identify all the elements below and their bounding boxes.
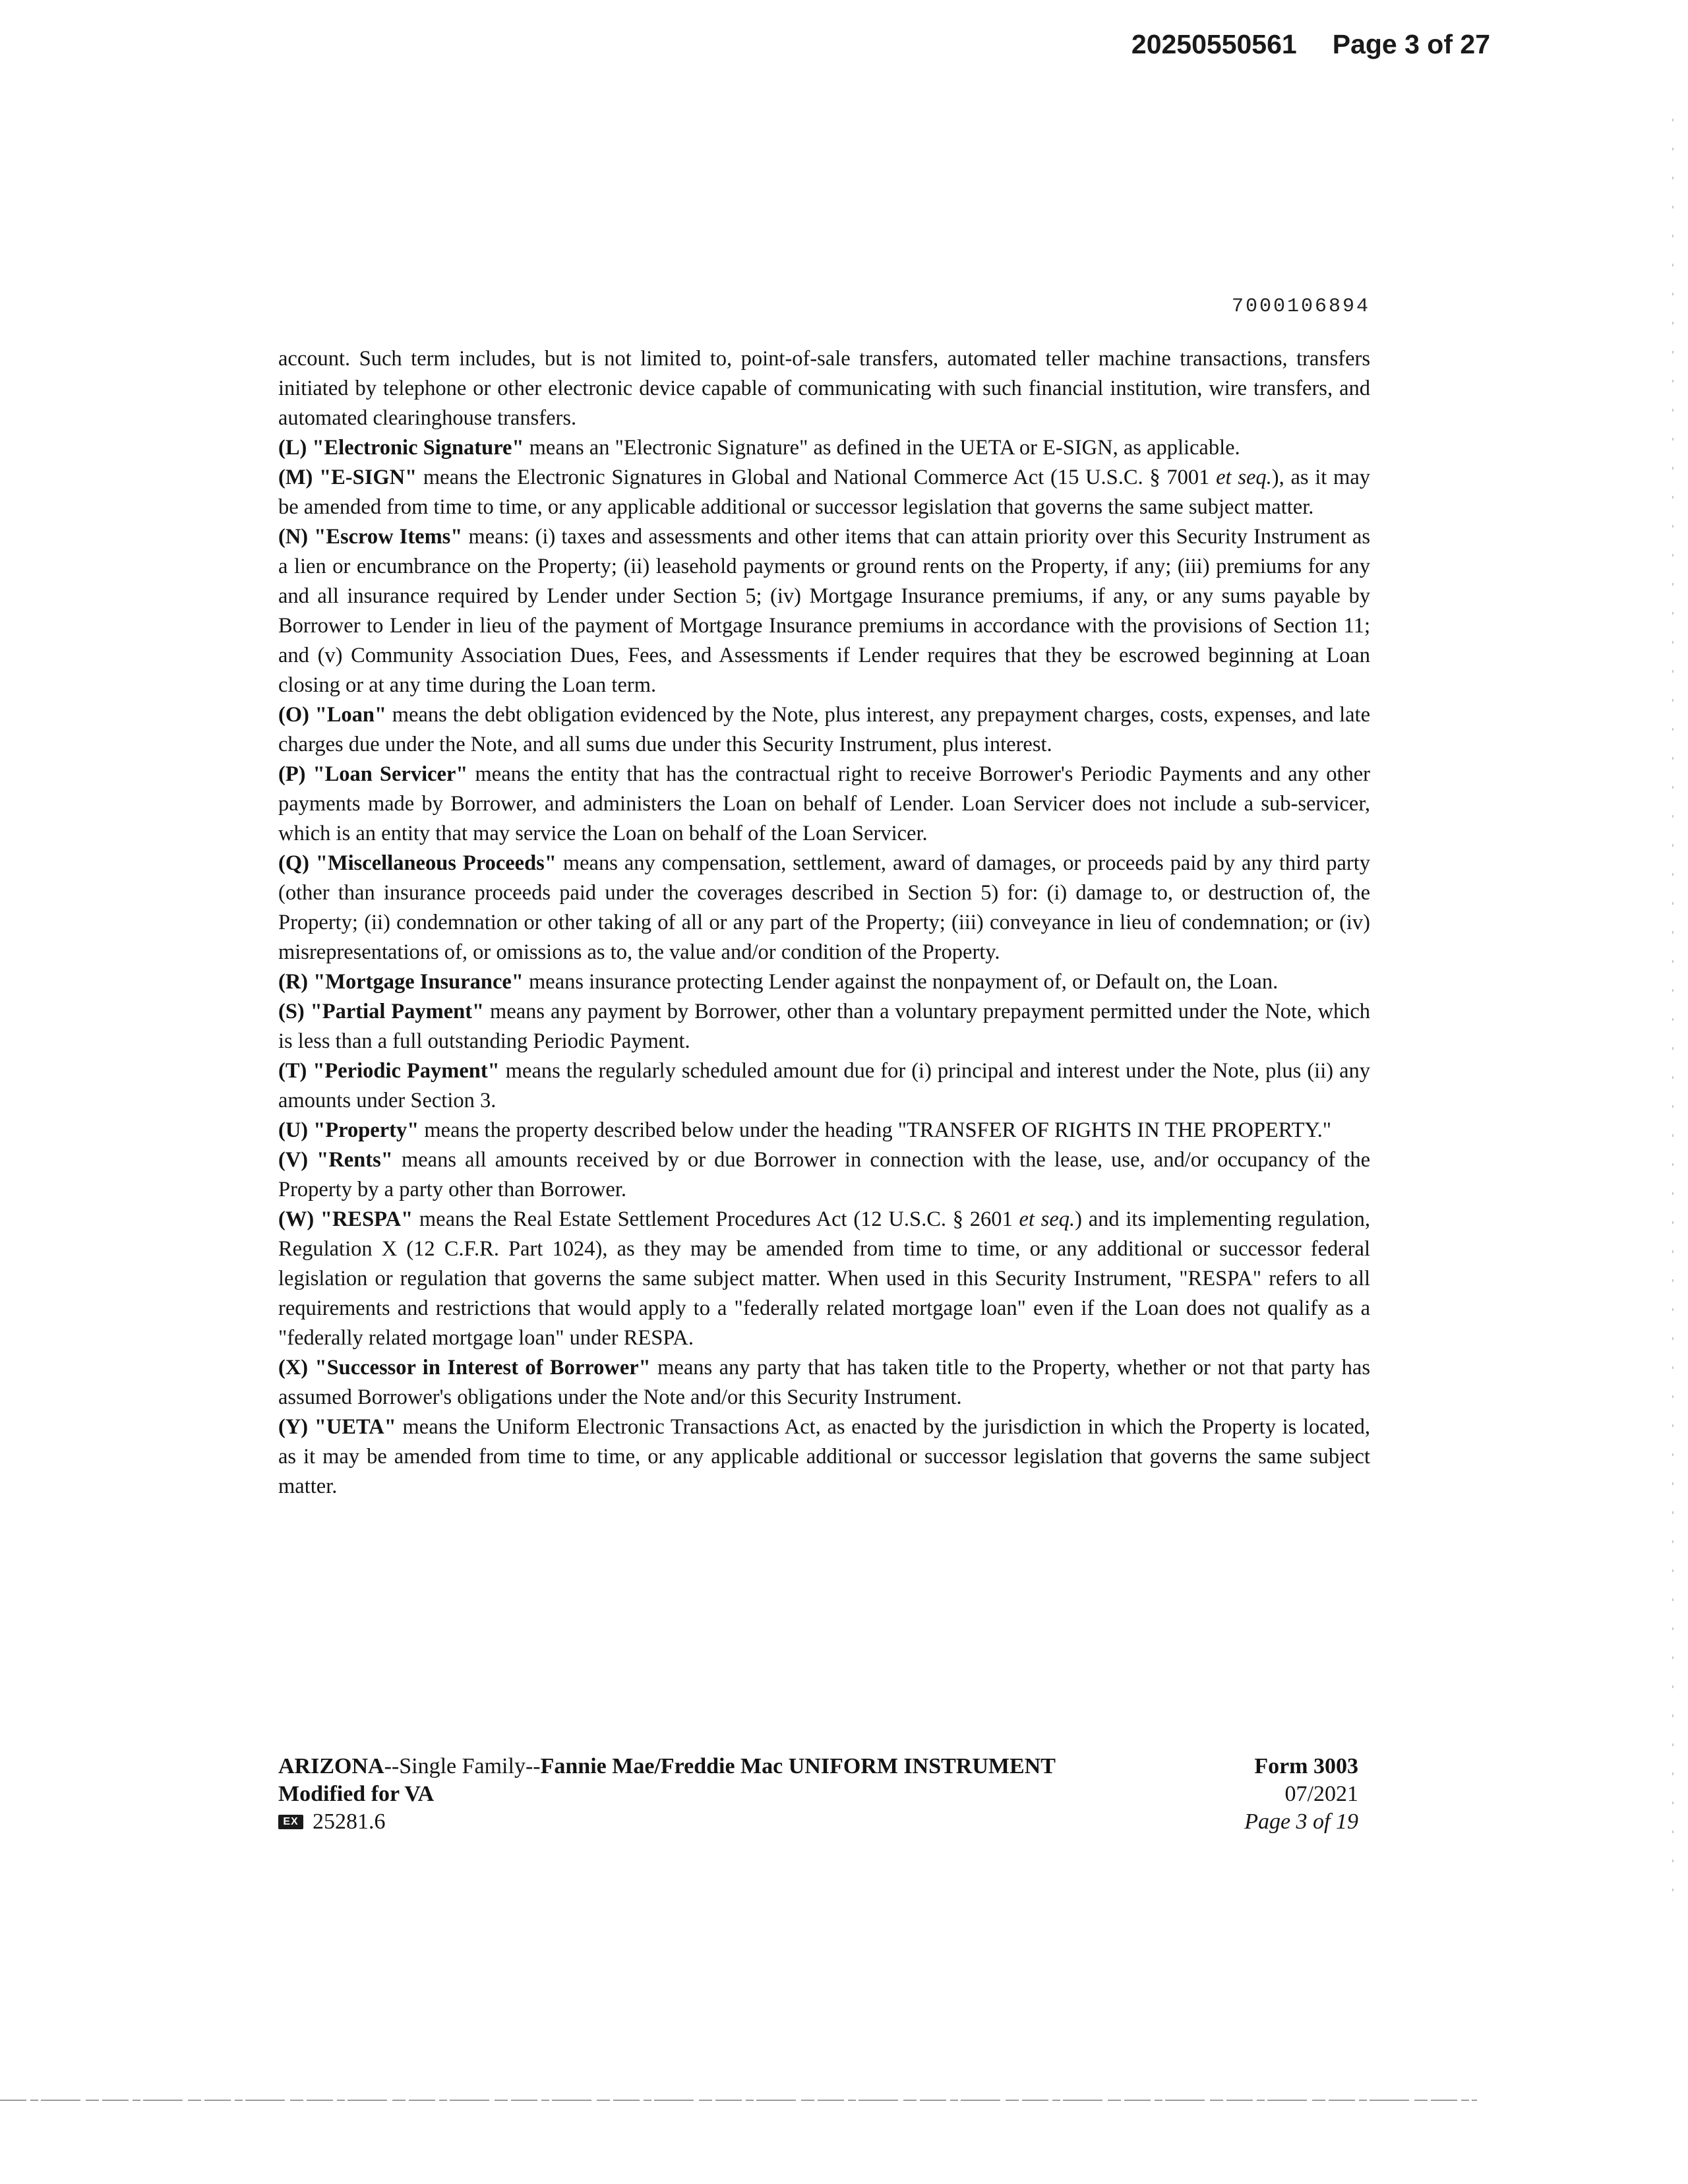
definition-term: "RESPA" <box>320 1207 413 1231</box>
loan-number: 7000106894 <box>1231 295 1370 318</box>
definition-mortgage-insurance <box>278 967 1370 997</box>
definition-letter: (W) <box>278 1207 315 1231</box>
definition-letter: (R) <box>278 970 309 994</box>
footer-form-number: Form 3003 <box>1254 1754 1358 1778</box>
definition-loan-servicer <box>278 760 1370 849</box>
definition-term: "Miscellaneous Proceeds" <box>315 851 557 875</box>
definition-term: "Electronic Signature" <box>312 436 524 460</box>
definition-text: means an "Electronic Signature" as defined in the UETA or E-SIGN, as applicable. <box>524 436 1240 460</box>
form-footer-left <box>278 1753 1056 1836</box>
definition-letter: (L) <box>278 436 307 460</box>
footer-form-code: 25281.6 <box>313 1809 386 1834</box>
definition-loan <box>278 700 1370 760</box>
definition-text: means the property described below under the heading "TRANSFER OF RIGHTS IN THE PROPERTY." <box>419 1118 1332 1142</box>
definition-e-sign <box>278 463 1370 522</box>
definition-text: means any party that has taken title to the Property, whether or not that party has assumed Borrower's obligations under the Note and/or this Security Instrument. <box>278 1356 1370 1409</box>
definition-term: "E-SIGN" <box>319 466 417 489</box>
definition-text: means any compensation, settlement, award of damages, or proceeds paid by any third party (other than insurance proceeds paid under the coverages described in Section 5) for: (i) damage to, or destruction of, the Property; (ii) condemnation or other taking of all or any part of the Property; (iii) conveyance in lieu of condemnation; or (iv) misrepresentations of, or omissions as to, the value and/or condition of the Property. <box>278 851 1370 964</box>
ellie-mae-logo-icon: EX <box>278 1815 303 1829</box>
definition-letter: (P) <box>278 762 306 786</box>
definition-text: means the Electronic Signatures in Global and National Commerce Act (15 U.S.C. § 7001 <box>417 466 1217 489</box>
definition-letter: (Y) <box>278 1415 309 1439</box>
definition-electronic-signature <box>278 433 1370 463</box>
form-modified-line <box>278 1780 1056 1808</box>
form-id-line <box>278 1808 1056 1836</box>
definition-letter: (O) <box>278 703 309 727</box>
definition-letter: (V) <box>278 1148 309 1172</box>
definition-term: "Loan Servicer" <box>313 762 468 786</box>
definition-term: "Escrow Items" <box>314 525 463 549</box>
definition-text: means: (i) taxes and assessments and other items that can attain priority over this Security Instrument as a lien or encumbrance on the Property; (ii) leasehold payments or ground rents on the Property, if any; (iii) premiums for any and all insurance required by Lender under Section 5; (iv) Mortgage Insurance premiums, if any, or any sums payable by Borrower to Lender in lieu of the payment of Mortgage Insurance premiums in accordance with the provisions of Section 11; and (v) Community Association Dues, Fees, and Assessments if Lender requires that they be escrowed beginning at Loan closing or at any time during the Loan term. <box>278 525 1370 697</box>
definition-text: means the regularly scheduled amount due for (i) principal and interest under the Note, plus (ii) any amounts under Section 3. <box>278 1059 1370 1112</box>
definition-text: means insurance protecting Lender against the nonpayment of, or Default on, the Loan. <box>523 970 1279 994</box>
definitions-body <box>278 344 1370 1502</box>
definition-term: "Rents" <box>316 1148 393 1172</box>
footer-property-type: --Single Family-- <box>384 1754 541 1778</box>
footer-page-number: Page 3 of 19 <box>1244 1809 1358 1834</box>
definition-letter: (X) <box>278 1356 309 1380</box>
definition-text: means any payment by Borrower, other than a voluntary prepayment permitted under the Note, which is less than a full outstanding Periodic Payment. <box>278 1000 1370 1053</box>
definition-successor-in-interest <box>278 1353 1370 1412</box>
definition-letter: (T) <box>278 1059 307 1083</box>
paragraph-text: account. Such term includes, but is not limited to, point-of-sale transfers, automated teller machine transactions, transfers initiated by telephone or other electronic device capable of communicating with such financial institution, wire transfers, and automated clearinghouse transfers. <box>278 347 1370 430</box>
recording-page-number: Page 3 of 27 <box>1332 29 1490 59</box>
definition-italic: et seq. <box>1216 466 1272 489</box>
definition-term: "UETA" <box>314 1415 396 1439</box>
definition-property <box>278 1116 1370 1145</box>
definition-text: ), as it may be amended from time to time, or any applicable additional or successor legislation that governs the same subject matter. <box>278 466 1371 519</box>
recording-header <box>1131 29 1490 60</box>
definition-term: "Successor in Interest of Borrower" <box>315 1356 651 1380</box>
definition-text: means all amounts received by or due Borrower in connection with the lease, use, and/or occupancy of the Property by a party other than Borrower. <box>278 1148 1370 1201</box>
definition-letter: (S) <box>278 1000 305 1023</box>
definition-text: means the Uniform Electronic Transactions Act, as enacted by the jurisdiction in which the Property is located, as it may be amended from time to time, or any applicable additional or successor legislation that governs the same subject matter. <box>278 1415 1370 1498</box>
definition-text: means the Real Estate Settlement Procedures Act (12 U.S.C. § 2601 <box>413 1207 1019 1231</box>
footer-form-date: 07/2021 <box>1284 1782 1358 1806</box>
definition-text: means the entity that has the contractual right to receive Borrower's Periodic Payments and any other payments made by Borrower, and administers the Loan on behalf of Lender. Loan Servicer does not include a sub-servicer, which is an entity that may service the Loan on behalf of the Loan Servicer. <box>278 762 1370 845</box>
footer-instrument: Fannie Mae/Freddie Mac UNIFORM INSTRUMENT <box>540 1754 1056 1778</box>
footer-state: ARIZONA <box>278 1754 384 1778</box>
definition-rents <box>278 1145 1370 1205</box>
definition-italic: et seq. <box>1019 1207 1075 1231</box>
definition-letter: (Q) <box>278 851 309 875</box>
definition-escrow-items <box>278 522 1370 700</box>
definition-letter: (M) <box>278 466 313 489</box>
recording-number: 20250550561 <box>1131 29 1297 59</box>
definition-letter: (N) <box>278 525 309 549</box>
definition-ueta <box>278 1412 1370 1502</box>
definition-text: means the debt obligation evidenced by the Note, plus interest, any prepayment charges, costs, expenses, and late charges due under the Note, and all sums due under this Security Instrument, plus interest. <box>278 703 1371 756</box>
scan-bottom-edge <box>0 2098 1477 2102</box>
definition-term: "Property" <box>313 1118 419 1142</box>
definition-respa <box>278 1205 1370 1353</box>
definition-letter: (U) <box>278 1118 309 1142</box>
form-title-line <box>278 1753 1056 1780</box>
definition-text: ) and its implementing regulation, Regulation X (12 C.F.R. Part 1024), as they may be amended from time to time, or any additional or successor federal legislation or regulation that governs the same subject matter. When used in this Security Instrument, "RESPA" refers to all requirements and restrictions that would apply to a "federally related mortgage loan" even if the Loan does not qualify as a "federally related mortgage loan" under RESPA. <box>278 1207 1370 1350</box>
footer-modified: Modified for VA <box>278 1782 435 1806</box>
definition-term: "Loan" <box>315 703 387 727</box>
definition-partial-payment <box>278 997 1370 1056</box>
definition-miscellaneous-proceeds <box>278 849 1370 967</box>
definition-periodic-payment <box>278 1056 1370 1116</box>
definition-term: "Mortgage Insurance" <box>313 970 524 994</box>
paragraph-continuation <box>278 344 1370 433</box>
definition-term: "Periodic Payment" <box>313 1059 500 1083</box>
definition-term: "Partial Payment" <box>310 1000 485 1023</box>
form-footer-right <box>1244 1753 1358 1836</box>
scan-right-edge <box>1671 119 1675 1899</box>
